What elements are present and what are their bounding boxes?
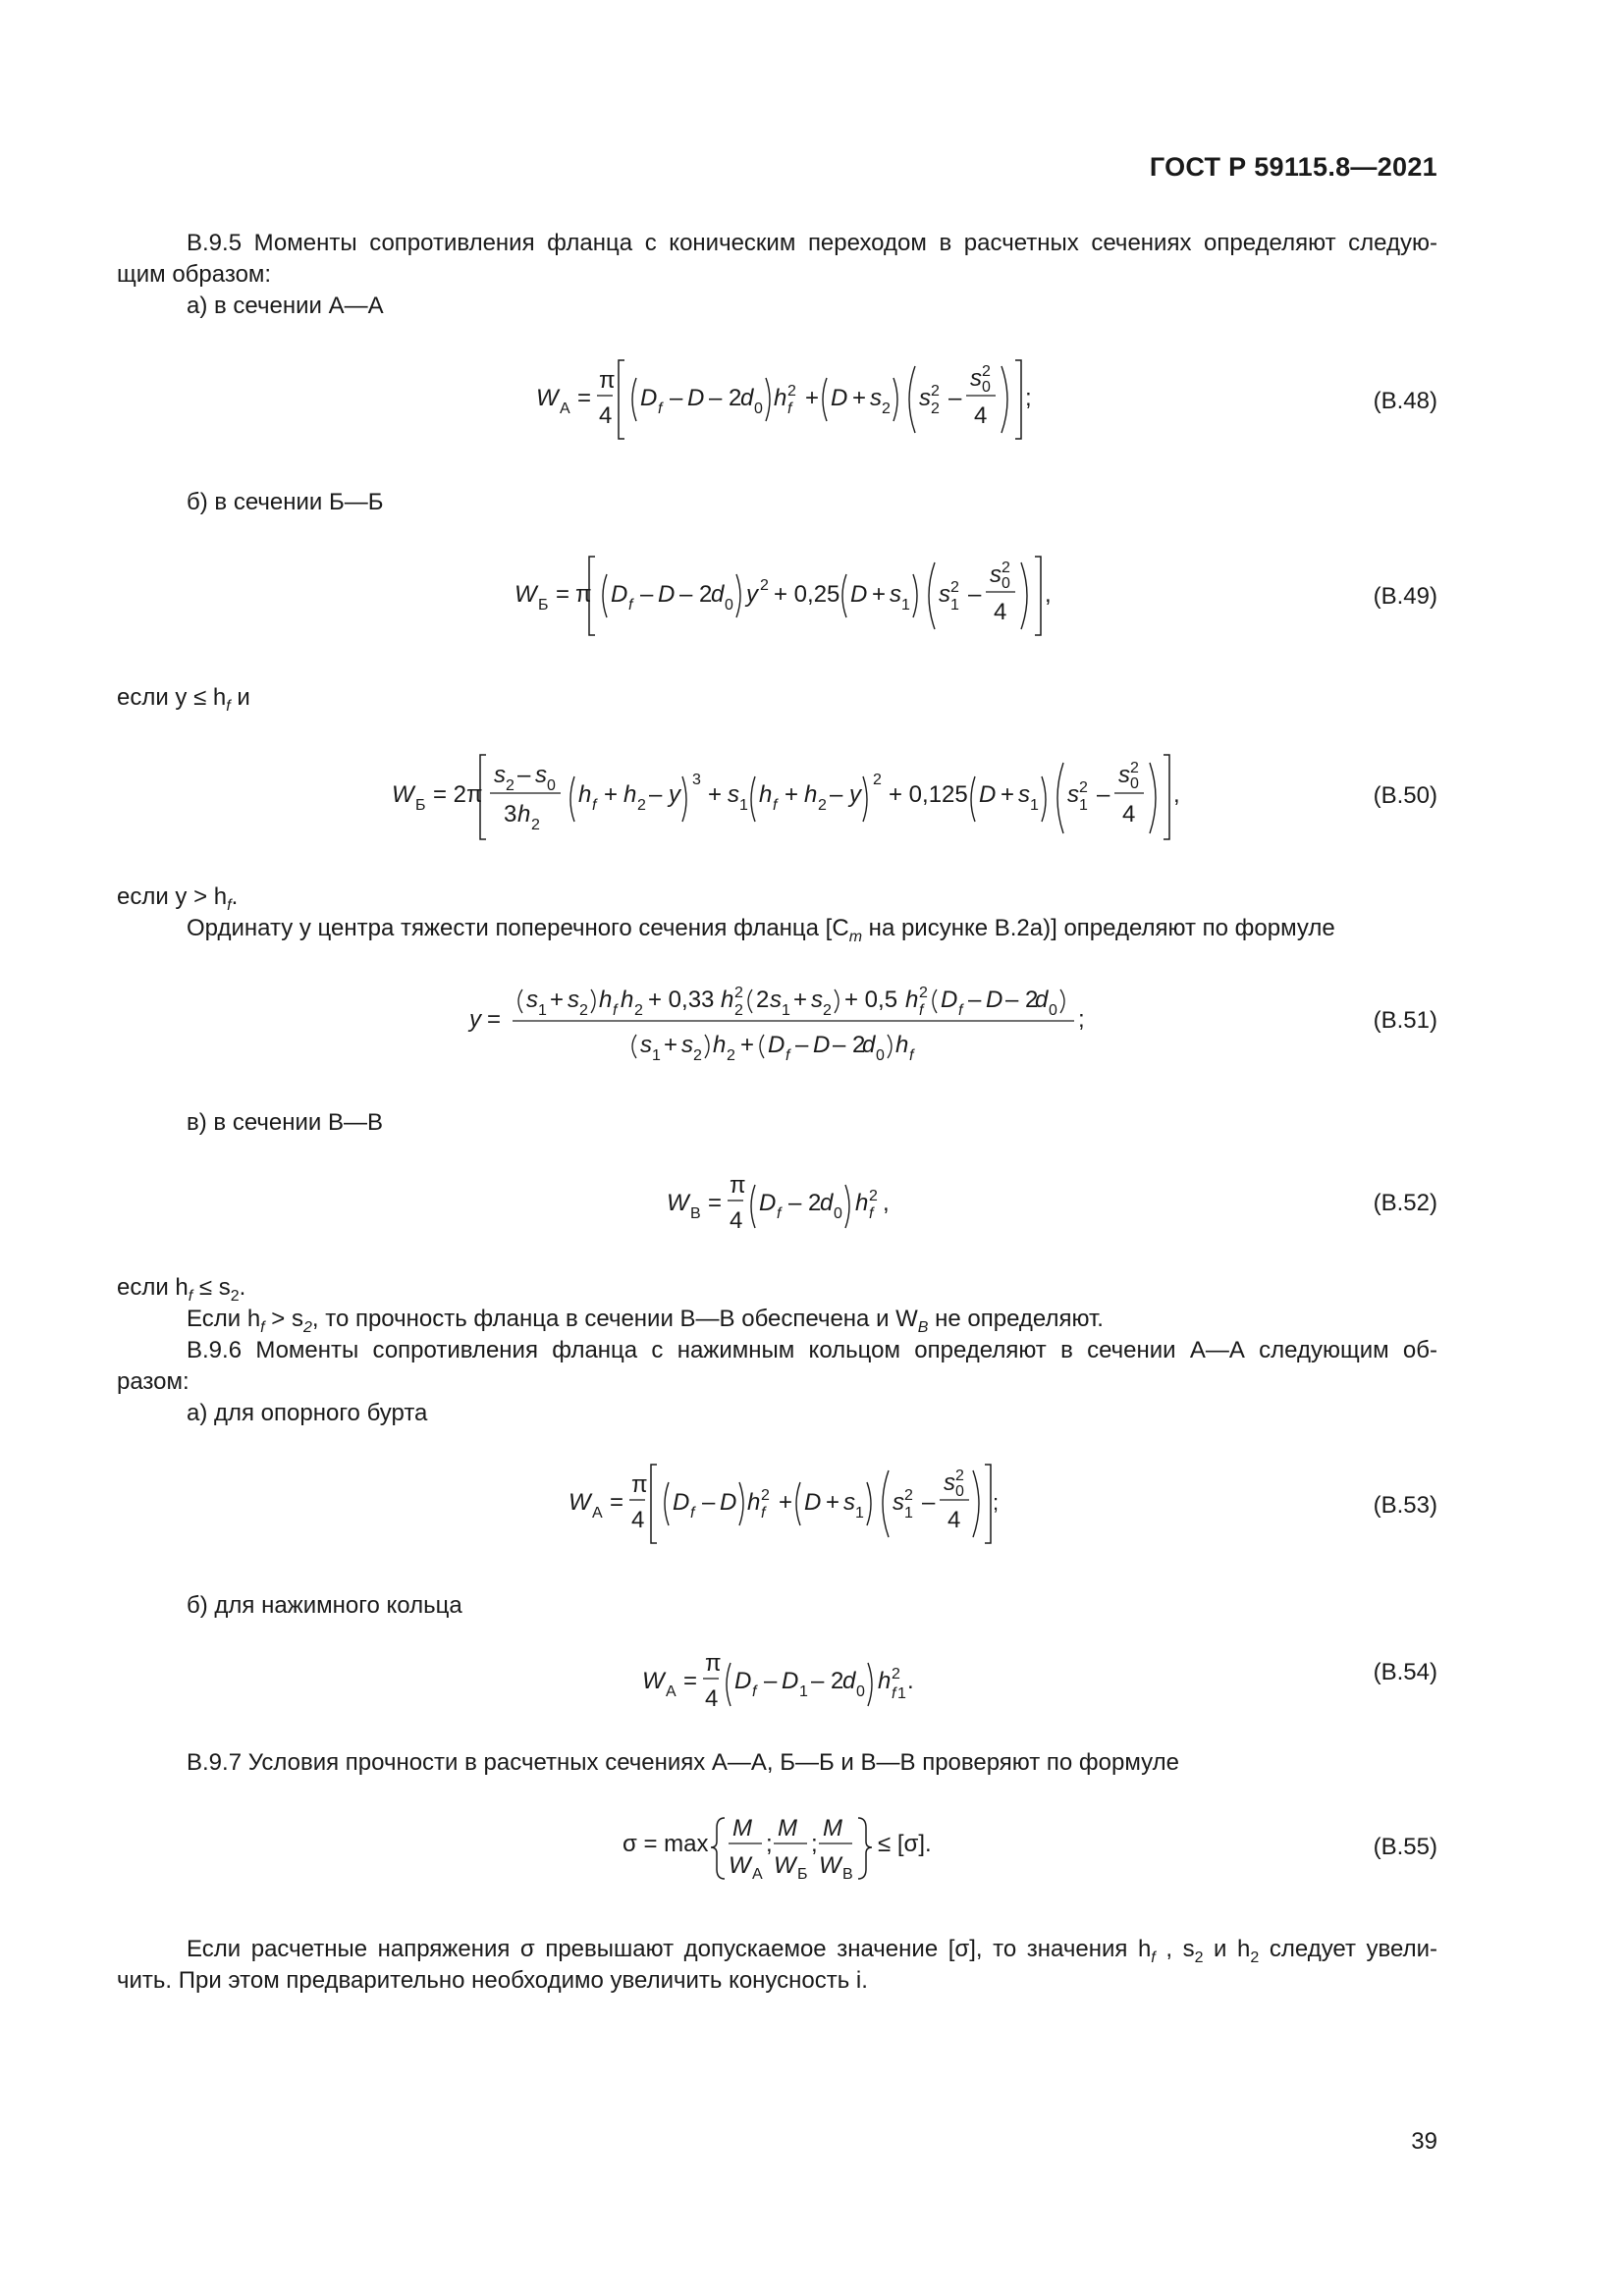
svg-text:2: 2 [734, 1002, 743, 1019]
svg-text:D: D [640, 385, 658, 411]
svg-text:–: – [670, 385, 683, 411]
svg-text:f: f [785, 1047, 790, 1064]
svg-text:Б: Б [538, 597, 549, 614]
svg-text:s: s [681, 1032, 693, 1058]
svg-text:.: . [907, 1668, 914, 1694]
svg-text:f: f [787, 400, 792, 417]
svg-text:0: 0 [955, 1483, 964, 1500]
equation-number-b48: (В.48) [1373, 388, 1437, 414]
svg-text:D: D [673, 1489, 690, 1516]
svg-text:D: D [720, 1489, 737, 1516]
svg-text:s: s [494, 762, 506, 788]
svg-text:y: y [469, 1006, 481, 1033]
svg-text:y: y [746, 581, 758, 608]
svg-text:W: W [667, 1190, 689, 1216]
svg-text:d: d [711, 581, 725, 608]
svg-text:s: s [770, 987, 782, 1013]
svg-text:D: D [831, 385, 848, 411]
svg-text:h: h [905, 987, 919, 1013]
svg-text:≤ [σ].: ≤ [σ]. [878, 1831, 932, 1857]
condition-y-le-hf [117, 682, 250, 722]
svg-text:4: 4 [1122, 801, 1136, 828]
svg-text:А: А [560, 400, 570, 417]
svg-text:– 2: – 2 [1005, 987, 1039, 1013]
svg-text:s: s [970, 365, 982, 392]
svg-text:+ 0,5: + 0,5 [844, 987, 898, 1013]
svg-text:2: 2 [693, 1047, 702, 1064]
svg-text:W: W [536, 385, 559, 411]
svg-text:1: 1 [901, 597, 910, 614]
svg-text:+: + [852, 385, 867, 411]
svg-text:f: f [958, 1002, 963, 1019]
svg-text:h: h [621, 987, 634, 1013]
condition-sub: f [226, 697, 231, 715]
svg-text:+: + [664, 1032, 678, 1058]
svg-text:0: 0 [856, 1683, 865, 1700]
svg-text:D: D [941, 987, 958, 1013]
svg-text:h: h [713, 1032, 727, 1058]
svg-text:2: 2 [637, 797, 646, 814]
ordinate-paragraph [187, 913, 1335, 953]
svg-text:4: 4 [730, 1207, 743, 1234]
svg-text:D: D [759, 1190, 777, 1216]
svg-text:W: W [642, 1668, 665, 1694]
svg-text:2: 2 [1130, 760, 1139, 776]
svg-text:2: 2 [919, 985, 928, 1001]
svg-text:D: D [782, 1668, 799, 1694]
condition-tail: и [230, 684, 250, 711]
equation-number-b55: (В.55) [1373, 1834, 1437, 1860]
svg-text:2: 2 [882, 400, 891, 417]
svg-text:3: 3 [692, 772, 701, 788]
svg-text:–: – [795, 1032, 809, 1058]
condition-sub: 2 [302, 1318, 312, 1336]
svg-text:4: 4 [631, 1507, 645, 1533]
svg-text:А: А [592, 1505, 603, 1522]
svg-text:=: = [556, 581, 570, 608]
support-collar-label: а) для опорного бурта [187, 1400, 428, 1426]
equation-number-b53: (В.53) [1373, 1492, 1437, 1519]
svg-text:–: – [649, 781, 663, 808]
svg-text:2: 2 [931, 383, 940, 400]
svg-text:1: 1 [897, 1685, 906, 1702]
svg-text:2: 2 [761, 1487, 770, 1504]
svg-text:s: s [870, 385, 882, 411]
svg-text:+: + [550, 987, 565, 1013]
svg-text:h: h [855, 1190, 869, 1216]
svg-text:f: f [613, 1002, 618, 1019]
svg-text:2: 2 [1079, 779, 1088, 796]
svg-text:2: 2 [904, 1487, 913, 1504]
svg-text:f: f [690, 1505, 695, 1522]
condition-sub: f [188, 1287, 193, 1305]
svg-text:;: ; [766, 1831, 773, 1857]
svg-text:4: 4 [994, 599, 1007, 625]
svg-text:2: 2 [823, 1002, 832, 1019]
svg-text:2: 2 [892, 1666, 900, 1682]
svg-text:h: h [895, 1032, 909, 1058]
svg-text:–: – [517, 762, 531, 788]
svg-text:W: W [819, 1852, 841, 1879]
svg-text:– 2: – 2 [709, 385, 742, 411]
svg-text:W: W [774, 1852, 796, 1879]
paragraph-b96-line2: разом: [117, 1368, 189, 1395]
document-header: ГОСТ Р 59115.8—2021 [1149, 152, 1437, 182]
formula-b51 [461, 970, 1100, 1083]
svg-text:h: h [747, 1489, 761, 1516]
svg-text:– 2: – 2 [788, 1190, 822, 1216]
svg-text:h: h [517, 801, 531, 828]
svg-text:2: 2 [760, 577, 769, 594]
svg-text:–: – [1097, 781, 1110, 808]
svg-text:А: А [666, 1683, 677, 1700]
svg-text:В: В [690, 1205, 701, 1222]
svg-text:2: 2 [1001, 560, 1010, 576]
svg-text:2: 2 [955, 1468, 964, 1484]
final-sub: 2 [1250, 1949, 1260, 1966]
svg-text:f: f [892, 1685, 896, 1702]
svg-text:= 2π: = 2π [433, 781, 483, 808]
svg-text:d: d [820, 1190, 834, 1216]
svg-text:0: 0 [547, 777, 556, 794]
svg-text:s: s [919, 385, 931, 411]
svg-text:2: 2 [950, 579, 959, 596]
svg-text:+ 0,125: + 0,125 [889, 781, 968, 808]
svg-text:π: π [575, 581, 592, 608]
svg-text:–: – [948, 385, 962, 411]
svg-text:2: 2 [634, 1002, 643, 1019]
svg-text:d: d [740, 385, 754, 411]
final-text: и h [1203, 1936, 1251, 1962]
svg-text:1: 1 [1030, 797, 1039, 814]
svg-text:1: 1 [855, 1505, 864, 1522]
svg-text:=: = [577, 385, 592, 411]
svg-text:D: D [611, 581, 628, 608]
svg-text:f: f [909, 1047, 914, 1064]
final-sub: f [1151, 1949, 1156, 1966]
section-a-label: а) в сечении А—А [187, 293, 384, 319]
condition-sub: f [227, 896, 232, 914]
svg-text:0: 0 [982, 379, 991, 396]
svg-text:0: 0 [834, 1205, 842, 1222]
svg-text:Б: Б [415, 797, 426, 814]
svg-text:s: s [811, 987, 823, 1013]
paragraph-final-line2: чить. При этом предварительно необходимо увеличить конусность i. [117, 1967, 868, 1994]
svg-text:– 2: – 2 [833, 1032, 866, 1058]
svg-text:,: , [1173, 781, 1180, 808]
svg-text:M: M [778, 1815, 797, 1842]
svg-text:D: D [979, 781, 997, 808]
svg-text:s: s [728, 781, 739, 808]
svg-text:+: + [805, 385, 820, 411]
svg-text:Б: Б [797, 1866, 808, 1883]
condition-text: если y ≤ h [117, 684, 227, 711]
svg-text:0: 0 [754, 400, 763, 417]
final-text: Если расчетные напряжения σ превышают допускаемое значение [σ], то значения h [187, 1936, 1152, 1962]
svg-text:4: 4 [974, 402, 988, 429]
formula-b49 [511, 545, 1060, 648]
svg-text:s: s [939, 581, 950, 608]
condition-sub: B [917, 1318, 929, 1336]
svg-text:=: = [683, 1668, 698, 1694]
svg-text:s: s [1018, 781, 1030, 808]
svg-text:f: f [752, 1683, 757, 1700]
section-v-label: в) в сечении В—В [187, 1109, 383, 1136]
svg-text:h: h [721, 987, 734, 1013]
svg-text:0: 0 [1001, 575, 1010, 592]
svg-text:;: ; [1078, 1006, 1085, 1033]
svg-text:π: π [631, 1471, 648, 1498]
formula-b55 [619, 1804, 952, 1897]
svg-text:2: 2 [818, 797, 827, 814]
svg-text:s: s [990, 561, 1001, 588]
pressure-ring-label: б) для нажимного кольца [187, 1592, 462, 1619]
svg-text:+ 0,33: + 0,33 [648, 987, 715, 1013]
svg-text:1: 1 [1079, 797, 1088, 814]
svg-text:f: f [777, 1205, 782, 1222]
condition-sub: f [260, 1318, 265, 1336]
svg-text:+: + [779, 1489, 793, 1516]
svg-text:+: + [793, 987, 808, 1013]
svg-text:2: 2 [734, 985, 743, 1001]
svg-text:В: В [842, 1866, 853, 1883]
svg-text:d: d [1035, 987, 1049, 1013]
svg-text:f: f [658, 400, 663, 417]
svg-text:– 2: – 2 [679, 581, 713, 608]
svg-text:2: 2 [982, 363, 991, 380]
svg-text:D: D [986, 987, 1003, 1013]
svg-text:π: π [599, 367, 616, 394]
svg-text:M: M [823, 1815, 842, 1842]
svg-text:W: W [514, 581, 537, 608]
svg-text:+: + [872, 581, 887, 608]
section-b-label: б) в сечении Б—Б [187, 489, 384, 515]
svg-text:d: d [862, 1032, 876, 1058]
svg-text:s: s [1067, 781, 1079, 808]
ordinate-text: Ординату y центра тяжести поперечного сечения фланца [C [187, 915, 849, 941]
condition-mid: > s [264, 1306, 303, 1332]
svg-text:s: s [640, 1032, 652, 1058]
svg-text:f: f [628, 597, 633, 614]
svg-text:2: 2 [531, 817, 540, 833]
svg-text:+: + [826, 1489, 840, 1516]
svg-text:y: y [849, 781, 861, 808]
svg-text:–: – [968, 987, 982, 1013]
paragraph-b97: В.9.7 Условия прочности в расчетных сечениях А—А, Б—Б и В—В проверяют по формуле [187, 1749, 1179, 1776]
svg-text:W: W [568, 1489, 591, 1516]
condition-tail: . [239, 1274, 246, 1301]
svg-text:+: + [1001, 781, 1015, 808]
svg-text:2: 2 [873, 772, 882, 788]
svg-text:s: s [1118, 762, 1130, 788]
formula-b53 [565, 1453, 1000, 1556]
svg-text:D: D [687, 385, 705, 411]
svg-text:f: f [919, 1002, 924, 1019]
svg-text:D: D [734, 1668, 752, 1694]
svg-text:h: h [878, 1668, 892, 1694]
svg-text:D: D [804, 1489, 822, 1516]
svg-text:0: 0 [1130, 775, 1139, 792]
paragraph-b95-line1: В.9.5 Моменты сопротивления фланца с коническим переходом в расчетных сечениях определяют следую- [187, 230, 1437, 256]
condition-mid: ≤ s [192, 1274, 231, 1301]
svg-text:– 2: – 2 [811, 1668, 844, 1694]
svg-text:=: = [487, 1006, 502, 1033]
svg-text:2: 2 [869, 1188, 878, 1204]
svg-text:2: 2 [931, 400, 940, 417]
svg-text:σ = max: σ = max [623, 1831, 709, 1857]
svg-text:А: А [752, 1866, 763, 1883]
svg-text:s: s [526, 987, 538, 1013]
svg-text:h: h [804, 781, 818, 808]
svg-text:d: d [842, 1668, 856, 1694]
condition-sub: 2 [230, 1287, 240, 1305]
svg-text:;: ; [811, 1831, 818, 1857]
svg-text:f: f [592, 797, 597, 814]
svg-text:2: 2 [787, 383, 796, 400]
svg-text:;: ; [993, 1490, 1000, 1515]
svg-text:f: f [869, 1205, 874, 1222]
svg-text:4: 4 [705, 1685, 719, 1712]
svg-text:–: – [764, 1668, 778, 1694]
svg-text:4: 4 [947, 1507, 961, 1533]
svg-text:1: 1 [799, 1683, 808, 1700]
svg-text:h: h [578, 781, 592, 808]
ordinate-tail: на рисунке В.2а)] определяют по формуле [862, 915, 1335, 941]
formula-b50 [388, 741, 1183, 854]
svg-text:D: D [658, 581, 676, 608]
svg-text:h: h [774, 385, 787, 411]
svg-text:–: – [922, 1489, 936, 1516]
svg-text:f: f [761, 1505, 766, 1522]
svg-text:s: s [843, 1489, 855, 1516]
svg-text:+: + [708, 781, 723, 808]
svg-text:s: s [893, 1489, 904, 1516]
formula-b52 [663, 1163, 918, 1256]
svg-text:D: D [768, 1032, 785, 1058]
equation-number-b49: (В.49) [1373, 583, 1437, 610]
svg-text:h: h [759, 781, 773, 808]
svg-text:s: s [535, 762, 547, 788]
svg-text:,: , [883, 1190, 890, 1216]
svg-text:2: 2 [756, 987, 770, 1013]
condition-text: если y > h [117, 883, 228, 910]
svg-text:M: M [732, 1815, 752, 1842]
final-sub: 2 [1194, 1949, 1204, 1966]
ordinate-sub: m [848, 928, 863, 945]
svg-text:2: 2 [506, 777, 514, 794]
equation-number-b51: (В.51) [1373, 1007, 1437, 1034]
svg-text:2: 2 [727, 1047, 735, 1064]
svg-text:0: 0 [1049, 1002, 1057, 1019]
svg-text:2: 2 [579, 1002, 588, 1019]
svg-text:f: f [773, 797, 778, 814]
svg-text:+: + [785, 781, 799, 808]
svg-text:+ 0,25: + 0,25 [774, 581, 840, 608]
svg-text:–: – [640, 581, 654, 608]
svg-text:y: y [669, 781, 680, 808]
equation-number-b52: (В.52) [1373, 1190, 1437, 1216]
svg-text:=: = [708, 1190, 723, 1216]
svg-text:s: s [568, 987, 579, 1013]
formula-b48 [530, 348, 1041, 452]
formula-b54 [638, 1641, 952, 1735]
svg-text:1: 1 [538, 1002, 547, 1019]
svg-text:–: – [968, 581, 982, 608]
svg-text:1: 1 [904, 1505, 913, 1522]
paragraph-b95-line2: щим образом: [117, 261, 272, 288]
svg-text:=: = [610, 1489, 624, 1516]
svg-text:1: 1 [950, 597, 959, 614]
svg-text:D: D [813, 1032, 831, 1058]
condition-mid: , то прочность фланца в сечении В—В обеспечена и W [311, 1306, 918, 1332]
svg-text:1: 1 [739, 797, 748, 814]
svg-text:+: + [740, 1032, 755, 1058]
svg-text:–: – [702, 1489, 716, 1516]
svg-text:s: s [944, 1469, 955, 1496]
svg-text:1: 1 [652, 1047, 661, 1064]
page-number: 39 [1411, 2128, 1437, 2155]
svg-text:,: , [1045, 581, 1052, 608]
svg-text:π: π [730, 1172, 746, 1199]
svg-text:;: ; [1025, 385, 1032, 411]
svg-text:W: W [729, 1852, 751, 1879]
svg-text:h: h [599, 987, 613, 1013]
svg-text:1: 1 [782, 1002, 790, 1019]
svg-text:D: D [850, 581, 868, 608]
svg-text:π: π [705, 1650, 722, 1677]
condition-tail: . [231, 883, 239, 910]
condition-text: если h [117, 1274, 189, 1301]
condition-tail: не определяют. [928, 1306, 1104, 1332]
final-text: следует увели- [1259, 1936, 1437, 1962]
svg-text:+: + [604, 781, 619, 808]
condition-text: Если h [187, 1306, 261, 1332]
svg-text:3: 3 [504, 801, 517, 828]
svg-text:W: W [392, 781, 414, 808]
equation-number-b50: (В.50) [1373, 782, 1437, 809]
svg-text:h: h [623, 781, 637, 808]
svg-text:–: – [830, 781, 843, 808]
svg-text:4: 4 [599, 402, 613, 429]
svg-text:0: 0 [876, 1047, 885, 1064]
paragraph-b96-line1: В.9.6 Моменты сопротивления фланца с нажимным кольцом определяют в сечении А—А следующим об- [187, 1337, 1437, 1363]
equation-number-b54: (В.54) [1373, 1659, 1437, 1685]
svg-text:s: s [890, 581, 901, 608]
final-text: , s [1155, 1936, 1195, 1962]
svg-text:0: 0 [725, 597, 733, 614]
